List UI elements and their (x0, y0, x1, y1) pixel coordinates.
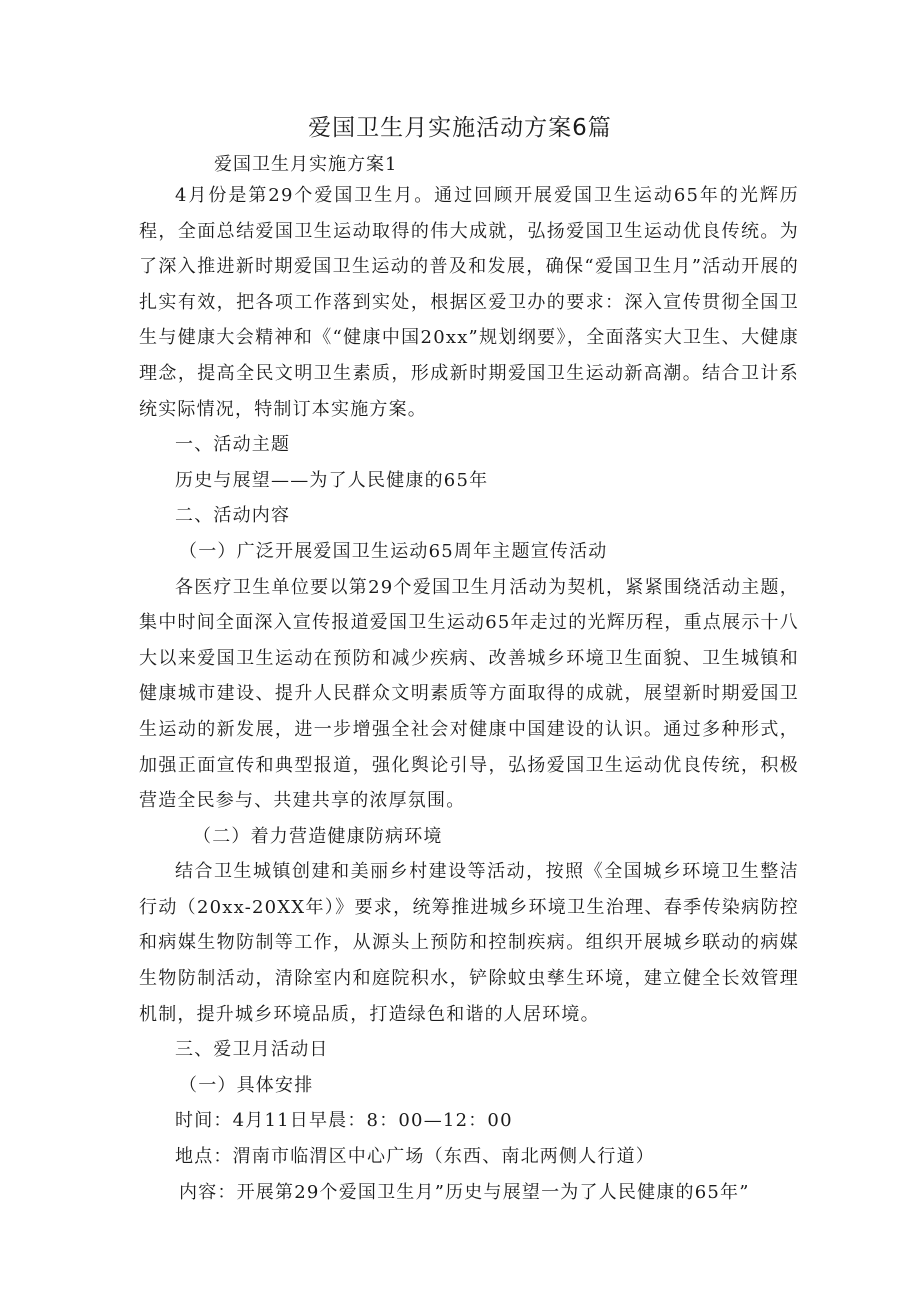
intro-paragraph: 4月份是第29个爱国卫生月。通过回顾开展爱国卫生运动65年的光辉历程，全面总结爱国卫生运动取得的伟大成就，弘扬爱国卫生运动优良传统。为了深入推进新时期爱国卫生运动的普及和发展，确保“爱国卫生月”活动开展的扎实有效，把各项工作落到实处，根据区爱卫办的要求：深入宣传贯彻全国卫生与健康大会精神和《“健康中国20xx”规划纲要》，全面落实大卫生、大健康理念，提高全民文明卫生素质，形成新时期爱国卫生运动新高潮。结合卫计系统实际情况，特制订本实施方案。 (139, 185, 799, 420)
document-title: 爱国卫生月实施活动方案6篇 (308, 115, 612, 141)
subheading-propaganda: （一）广泛开展爱国卫生运动65周年主题宣传活动 (179, 540, 608, 562)
subheading-arrangement: （一）具体安排 (179, 1074, 314, 1096)
subheading-environment: （二）着力营造健康防病环境 (193, 825, 443, 847)
heading-activity-theme: 一、活动主题 (175, 434, 291, 456)
heading-activity-day: 三、爱卫月活动日 (175, 1039, 329, 1061)
propaganda-paragraph: 各医疗卫生单位要以第29个爱国卫生月活动为契机，紧紧围绕活动主题，集中时间全面深入宣传报道爱国卫生运动65年走过的光辉历程，重点展示十八大以来爱国卫生运动在预防和减少疾病、改善城乡环境卫生面貌、卫生城镇和健康城市建设、提升人民群众文明素质等方面取得的成就，展望新时期爱国卫生运动的新发展，进一步增强全社会对健康中国建设的认识。通过多种形式，加强正面宣传和典型报道，强化舆论引导，弘扬爱国卫生运动优良传统，积极营造全民参与、共建共享的浓厚氛围。 (139, 576, 799, 812)
arrangement-place: 地点：渭南市临渭区中心广场（东西、南北两侧人行道） (175, 1146, 655, 1168)
document-body (139, 178, 799, 1210)
arrangement-time: 时间：4月11日早晨：8：00—12：00 (175, 1110, 513, 1132)
environment-paragraph: 结合卫生城镇创建和美丽乡村建设等活动，按照《全国城乡环境卫生整洁行动（20xx-20XX年）》要求，统筹推进城乡环境卫生治理、春季传染病防控和病媒生物防制等工作，从源头上预防和控制疾病。组织开展城乡联动的病媒生物防制活动，清除室内和庭院积水，铲除蚊虫孳生环境，建立健全长效管理机制，提升城乡环境品质，打造绿色和谐的人居环境。 (139, 861, 799, 1025)
activity-theme-text: 历史与展望——为了人民健康的65年 (175, 469, 489, 491)
section-subtitle: 爱国卫生月实施方案1 (214, 154, 398, 175)
heading-activity-content: 二、活动内容 (175, 505, 291, 527)
arrangement-content: 内容：开展第29个爱国卫生月”历史与展望一为了人民健康的65年” (179, 1181, 750, 1203)
